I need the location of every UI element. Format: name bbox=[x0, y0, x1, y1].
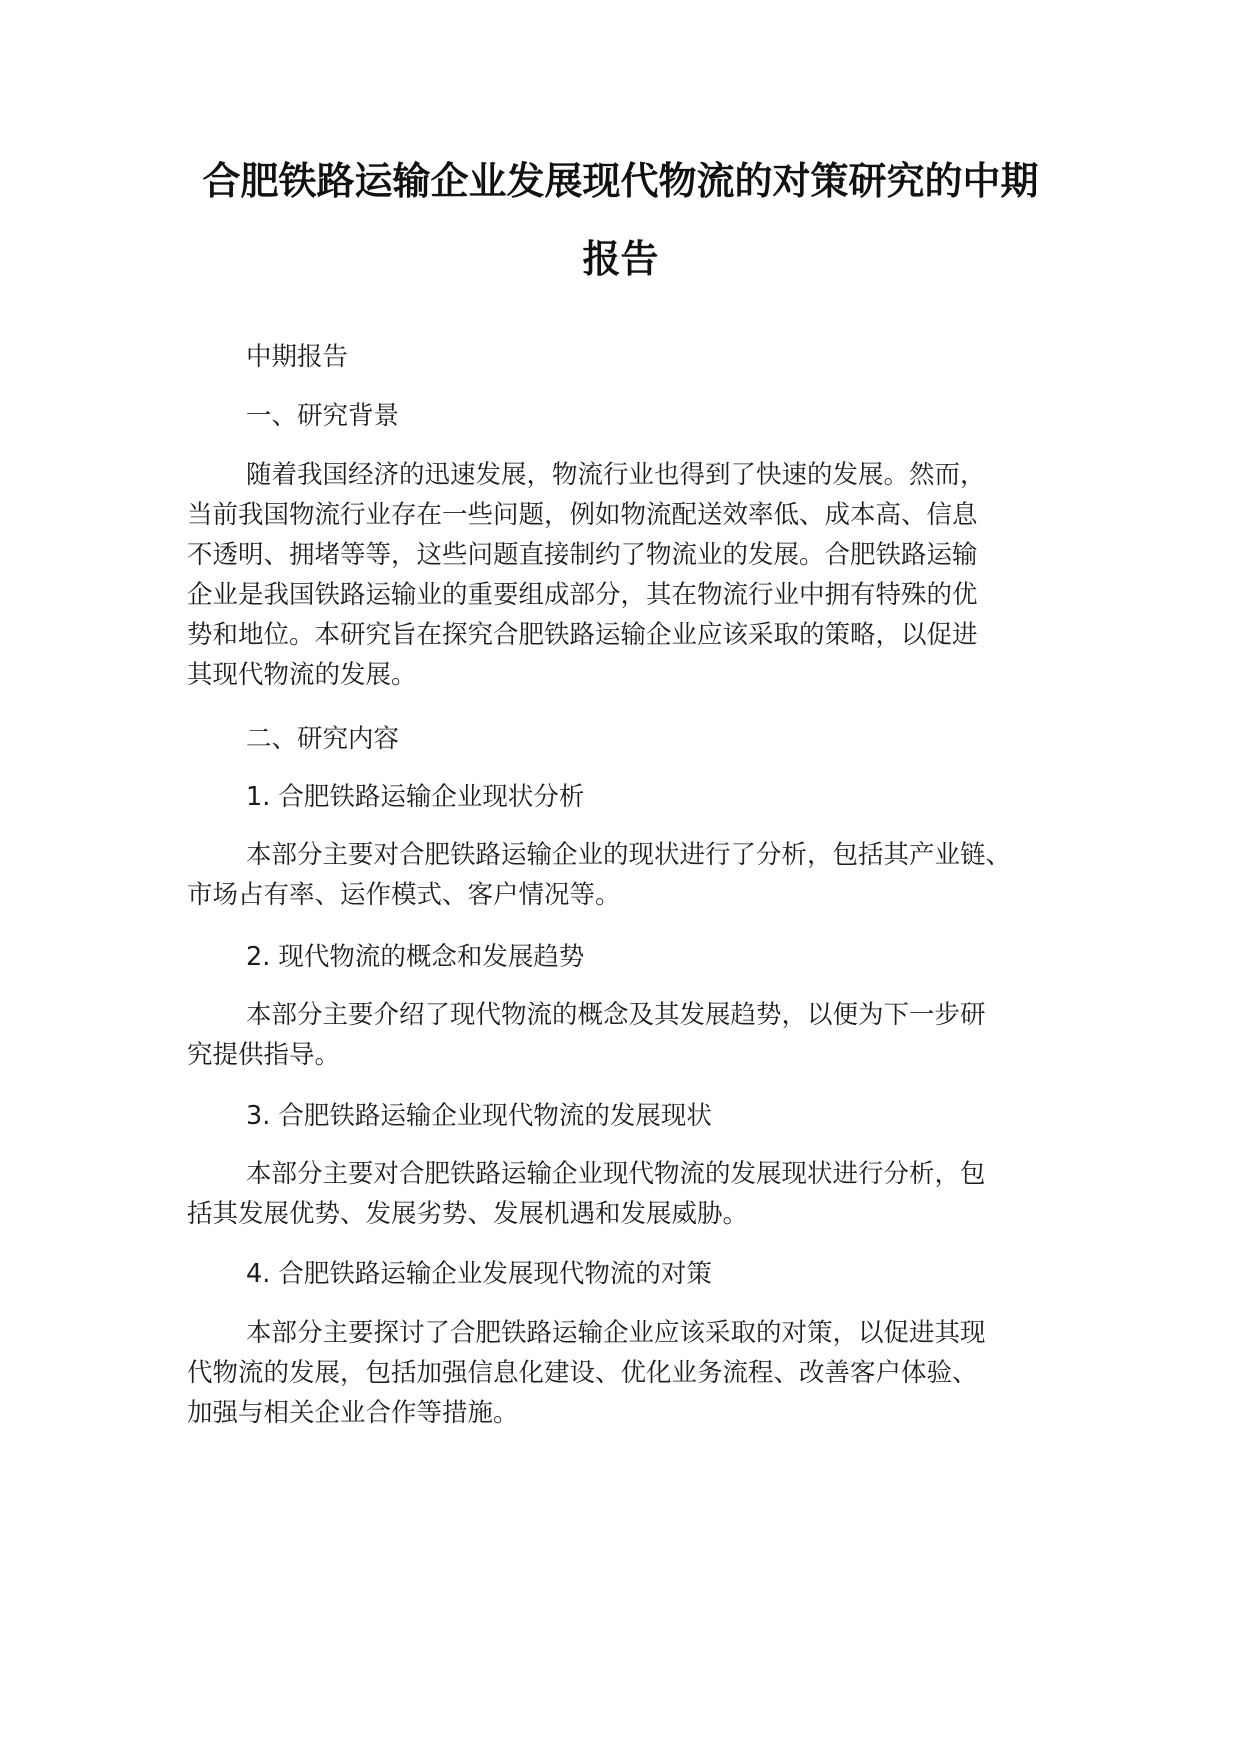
document-title-line-1: 合肥铁路运输企业发展现代物流的对策研究的中期 bbox=[202, 159, 1039, 203]
paragraph-line: 本部分主要对合肥铁路运输企业的现状进行了分析，包括其产业链、 bbox=[246, 840, 1012, 870]
item-heading: 2. 现代物流的概念和发展趋势 bbox=[246, 942, 585, 972]
paragraph-line: 随着我国经济的迅速发展，物流行业也得到了快速的发展。然而， bbox=[246, 460, 986, 490]
paragraph-line: 括其发展优势、发展劣势、发展机遇和发展威胁。 bbox=[187, 1199, 749, 1229]
item-heading: 1. 合肥铁路运输企业现状分析 bbox=[246, 782, 585, 812]
paragraph-line: 不透明、拥堵等等，这些问题直接制约了物流业的发展。合肥铁路运输 bbox=[187, 540, 978, 570]
paragraph-line: 本部分主要介绍了现代物流的概念及其发展趋势，以便为下一步研 bbox=[246, 1000, 986, 1030]
subtitle: 中期报告 bbox=[246, 342, 349, 372]
paragraph-line: 当前我国物流行业存在一些问题，例如物流配送效率低、成本高、信息 bbox=[187, 500, 978, 530]
paragraph-line: 企业是我国铁路运输业的重要组成部分，其在物流行业中拥有特殊的优 bbox=[187, 580, 978, 610]
document-title-line-2: 报告 bbox=[582, 237, 659, 281]
paragraph-line: 其现代物流的发展。 bbox=[187, 660, 417, 690]
item-heading: 3. 合肥铁路运输企业现代物流的发展现状 bbox=[246, 1101, 712, 1131]
paragraph-line: 代物流的发展，包括加强信息化建设、优化业务流程、改善客户体验、 bbox=[187, 1358, 978, 1388]
section-heading-content: 二、研究内容 bbox=[246, 724, 400, 754]
paragraph-line: 加强与相关企业合作等措施。 bbox=[187, 1398, 519, 1428]
paragraph-line: 势和地位。本研究旨在探究合肥铁路运输企业应该采取的策略，以促进 bbox=[187, 620, 978, 650]
paragraph-line: 本部分主要探讨了合肥铁路运输企业应该采取的对策，以促进其现 bbox=[246, 1318, 986, 1348]
paragraph-line: 究提供指导。 bbox=[187, 1040, 341, 1070]
item-heading: 4. 合肥铁路运输企业发展现代物流的对策 bbox=[246, 1259, 712, 1289]
section-heading-background: 一、研究背景 bbox=[246, 401, 400, 431]
paragraph-line: 市场占有率、运作模式、客户情况等。 bbox=[187, 880, 621, 910]
paragraph-line: 本部分主要对合肥铁路运输企业现代物流的发展现状进行分析，包 bbox=[246, 1159, 986, 1189]
